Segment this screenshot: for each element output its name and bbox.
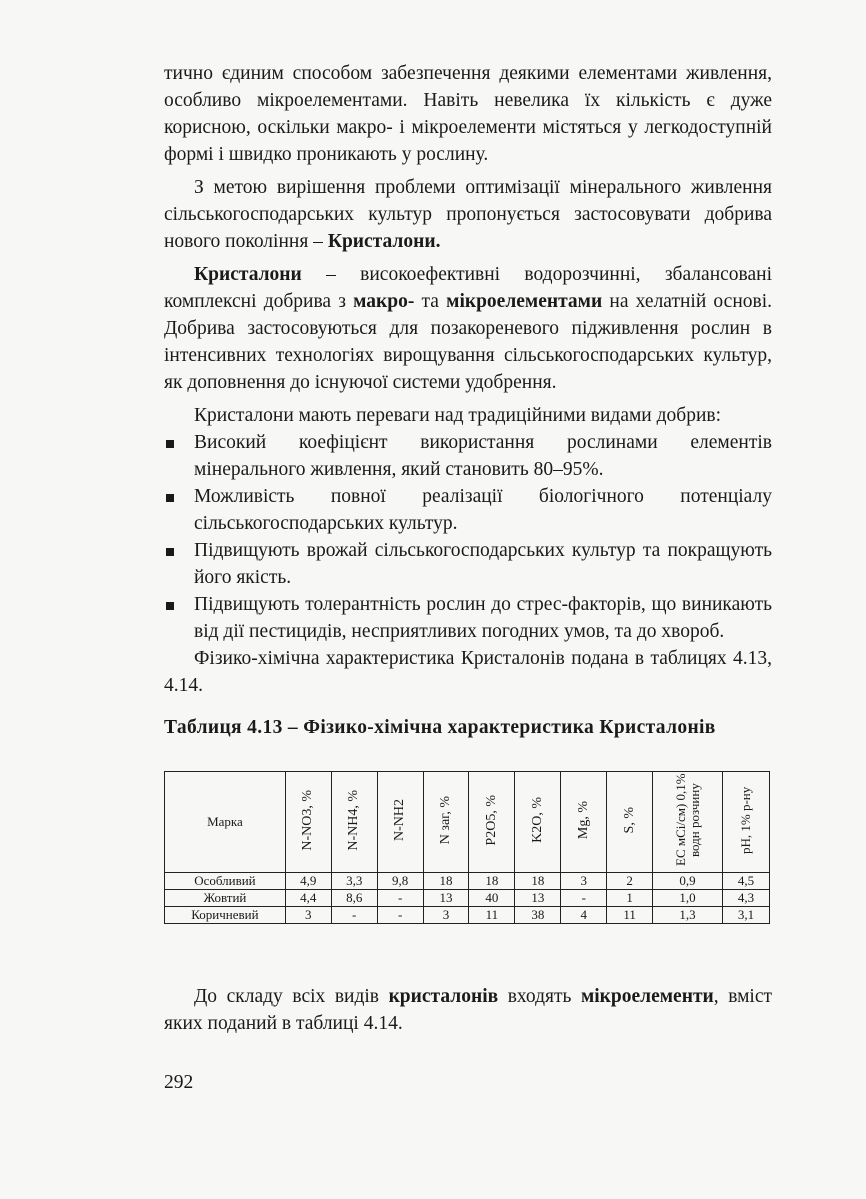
- advantages-list: [164, 429, 772, 645]
- table-cell: 2: [607, 873, 653, 890]
- header-ph: pH, 1% р-ну: [722, 772, 769, 873]
- table-cell: 18: [469, 873, 515, 890]
- list-item: Підвищують толерантність рослин до стрес-факторів, що виникають від дії пестицидів, несприятливих погодних умов, та до хвороб.: [164, 591, 772, 645]
- table-cell: 18: [515, 873, 561, 890]
- p2-b: та: [414, 291, 447, 312]
- list-item: Високий коефіцієнт використання рослинами елементів мінерального живлення, який становить 80–95%.: [164, 429, 772, 483]
- table-caption: Таблиця 4.13 – Фізико-хімічна характеристика Кристалонів: [164, 717, 716, 738]
- bullet-square-icon: [166, 494, 174, 502]
- table-cell: 11: [469, 907, 515, 924]
- table-cell: 8,6: [331, 890, 377, 907]
- table-row: [165, 873, 770, 890]
- paragraph-2: [164, 261, 772, 396]
- table-cell: 3,3: [331, 873, 377, 890]
- closing-paragraph: До складу всіх видів кристалонів входять мікроелементи, вміст яких поданий в таблиці 4.14.: [164, 986, 773, 1034]
- table-cell: 3: [423, 907, 469, 924]
- table-cell: 3: [561, 873, 607, 890]
- table-cell: 11: [607, 907, 653, 924]
- table-cell: 40: [469, 890, 515, 907]
- table-cell: Особливий: [165, 873, 286, 890]
- table-cell: 0,9: [653, 873, 723, 890]
- p2-bold3: мікроелементами: [446, 291, 603, 312]
- table-cell: 3,1: [722, 907, 769, 924]
- table-cell: 4,5: [722, 873, 769, 890]
- p1-text: З метою вирішення проблеми оптимізації мінерального живлення сільськогосподарських культур пропонується застосовувати добрива нового покоління –: [164, 177, 772, 252]
- p2-a: – високоефективні водорозчинні, збалансовані комплексні добрива з: [164, 264, 772, 312]
- header-mg: Mg, %: [561, 772, 607, 873]
- header-ec: EC мСі/см) 0,1% водн розчину: [653, 772, 723, 873]
- header-p2o5: P2O5, %: [469, 772, 515, 873]
- paragraph-0: тично єдиним способом забезпечення деякими елементами живлення, особливо мікроелементами. Навіть невелика їх кількість є дуже корисною, оскільки макро- і мікроелементи містяться у легкодоступній формі і швидко проникають у рослину.: [164, 63, 772, 165]
- table-cell: -: [377, 907, 423, 924]
- table-cell: -: [377, 890, 423, 907]
- header-n-nh4: N-NH4, %: [331, 772, 377, 873]
- bullet-square-icon: [166, 440, 174, 448]
- table-cell: 1,0: [653, 890, 723, 907]
- list-item: Можливість повної реалізації біологічного потенціалу сільськогосподарських культур.: [164, 483, 772, 537]
- bullet-square-icon: [166, 548, 174, 556]
- p2-bold2: макро-: [353, 291, 415, 312]
- table-cell: -: [561, 890, 607, 907]
- table-row: [165, 890, 770, 907]
- table-cell: Коричневий: [165, 907, 286, 924]
- table-row: [165, 907, 770, 924]
- table-cell: 4: [561, 907, 607, 924]
- table-cell: 13: [423, 890, 469, 907]
- p2-bold: Кристалони: [194, 264, 302, 285]
- p1-bold: Кристалони.: [327, 231, 441, 252]
- bullet-square-icon: [166, 602, 174, 610]
- header-marka: Марка: [165, 772, 286, 873]
- table-cell: 4,4: [285, 890, 331, 907]
- table-cell: 9,8: [377, 873, 423, 890]
- header-n-no3: N-NO3, %: [285, 772, 331, 873]
- header-n-nh2: N-NH2: [377, 772, 423, 873]
- header-n-total: N заг, %: [423, 772, 469, 873]
- table-cell: 18: [423, 873, 469, 890]
- p2-c: на хелатній основі. Добрива застосовуються для позакореневого підживлення рослин в інтенсивних технологіях вирощування сільськогосподарських культур, як доповнення до існуючої системи удобрення.: [164, 291, 773, 393]
- page-number: 292: [164, 1072, 194, 1093]
- table-cell: 1: [607, 890, 653, 907]
- list-item: Підвищують врожай сільськогосподарських культур та покращують його якість.: [164, 537, 772, 591]
- table-cell: 13: [515, 890, 561, 907]
- kristalon-table: [164, 771, 770, 924]
- table-cell: 4,9: [285, 873, 331, 890]
- header-s: S, %: [607, 772, 653, 873]
- page-body: [164, 60, 772, 739]
- paragraph-3: Кристалони мають переваги над традиційними видами добрив:: [194, 405, 722, 426]
- table-header-row: [165, 772, 770, 873]
- header-k2o: K2O, %: [515, 772, 561, 873]
- table-cell: -: [331, 907, 377, 924]
- table-cell: 4,3: [722, 890, 769, 907]
- table-cell: 1,3: [653, 907, 723, 924]
- paragraph-4: Фізико-хімічна характеристика Кристалонів подана в таблицях 4.13, 4.14.: [164, 648, 772, 696]
- table-cell: 38: [515, 907, 561, 924]
- table-cell: Жовтий: [165, 890, 286, 907]
- table-cell: 3: [285, 907, 331, 924]
- paragraph-1: [164, 174, 772, 255]
